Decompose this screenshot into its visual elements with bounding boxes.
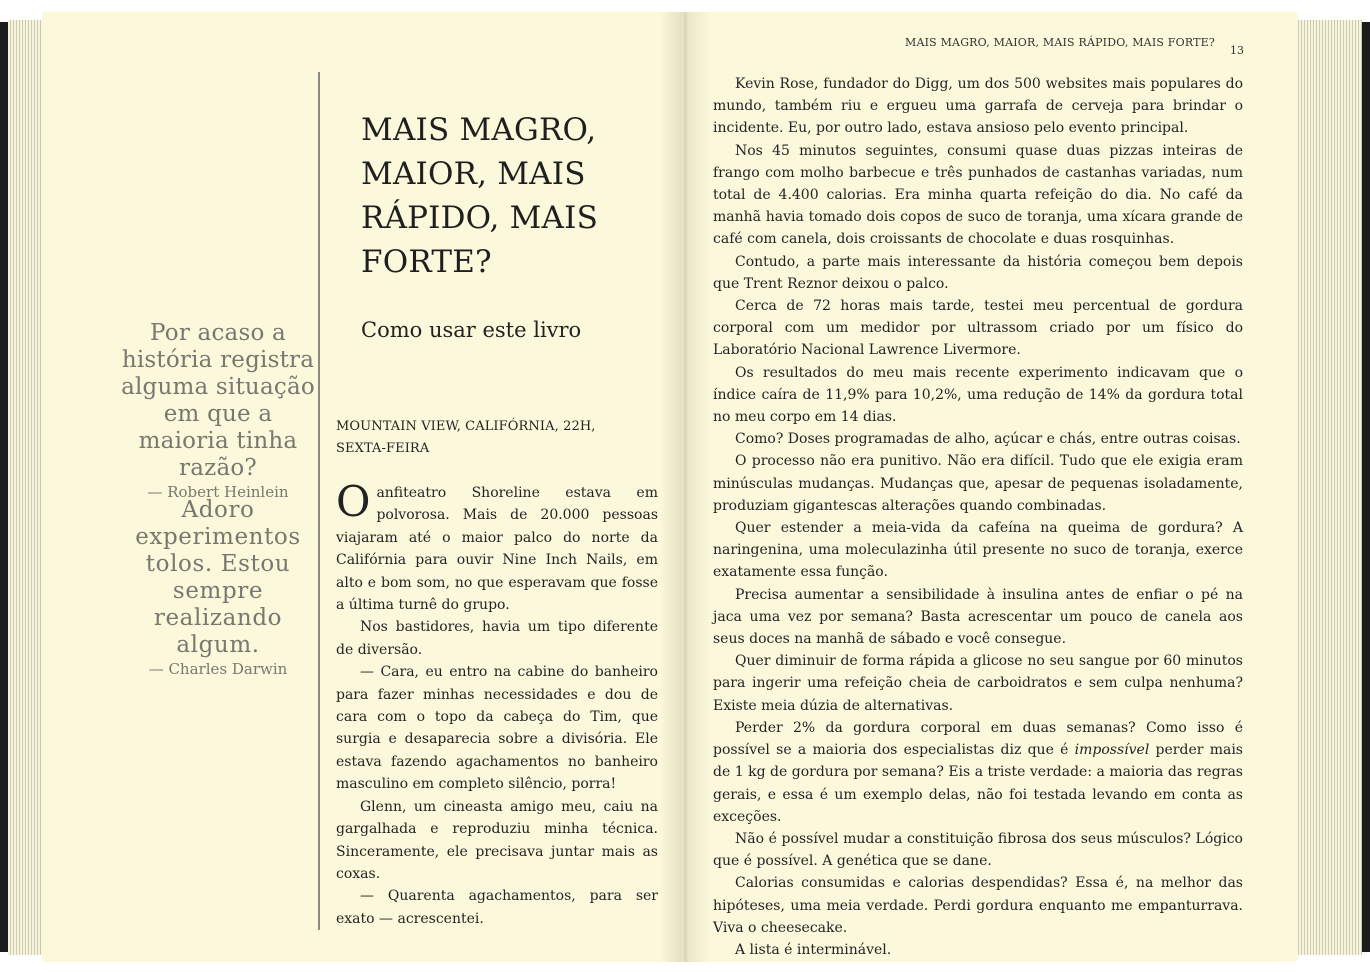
paragraph: Glenn, um cineasta amigo meu, caiu na gargalhada e reproduziu minha técnica. Sinceramente, ele precisava juntar mais as coxas.: [336, 798, 658, 882]
drop-cap: O: [336, 477, 371, 526]
paragraph: Contudo, a parte mais interessante da história começou bem depois que Trent Reznor deixou o palco.: [713, 253, 1243, 292]
right-book-edge: [1362, 22, 1370, 952]
book-gutter: [660, 12, 710, 962]
epigraph-quote: Adoro experimentos tolos. Estou sempre realizando algum.: [135, 497, 301, 658]
paragraph: Kevin Rose, fundador do Digg, um dos 500 websites mais populares do mundo, também riu e ergueu uma garrafa de cerveja para brindar o incidente. Eu, por outro lado, estava ansioso pelo evento principal.: [713, 76, 1243, 137]
paragraph: [713, 717, 1243, 828]
dateline-line-1: MOUNTAIN VIEW, CALIFÓRNIA, 22H,: [336, 419, 596, 434]
chapter-title: MAIS MAGRO, MAIOR, MAIS RÁPIDO, MAIS FORTE?: [361, 112, 599, 280]
epigraph-darwin: [120, 497, 316, 680]
left-book-edge: [0, 22, 8, 952]
paragraph: — Cara, eu entro na cabine do banheiro para fazer minhas necessidades e dou de cara com o topo da cabeça do Tim, que surgia e desaparecia sobre a divisória. Ele estava fazendo agachamentos no banheiro masculino em completo silêncio, porra!: [336, 664, 658, 793]
right-page-stack: [1290, 20, 1362, 955]
chapter-subtitle: Como usar este livro: [361, 318, 582, 342]
paragraph: Quer estender a meia-vida da cafeína na queima de gordura? A naringenina, uma moleculazinha útil presente no suco de toranja, exerce exatamente essa função.: [713, 520, 1243, 581]
paragraph: Como? Doses programadas de alho, açúcar e chás, entre outras coisas.: [735, 431, 1241, 448]
paragraph-text: perder mais de 1 kg de gordura por semana? Eis a triste verdade: a maioria das regras gerais, e essa é um exemplo delas, não foi testada levando em conta as exceções.: [713, 742, 1243, 825]
paragraph: Cerca de 72 horas mais tarde, testei meu percentual de gordura corporal com um medidor por ultrassom criado por um físico do Laboratório Nacional Lawrence Livermore.: [713, 298, 1243, 359]
page-number: 13: [1230, 44, 1244, 57]
left-body-text: [336, 477, 658, 930]
paragraph: A lista é interminável.: [735, 941, 892, 958]
paragraph: — Quarenta agachamentos, para ser exato — acrescentei.: [336, 888, 658, 927]
left-page-stack: [8, 20, 42, 955]
paragraph: [336, 477, 658, 616]
paragraph: Nos 45 minutos seguintes, consumi quase duas pizzas inteiras de frango com molho barbecue e três punhados de castanhas variadas, num total de 4.400 calorias. Era minha quarta refeição do dia. No café da manhã havia tomado dois copos de suco de toranja, uma xícara grande de café com canela, dois croissants de chocolate e duas rosquinhas.: [713, 142, 1243, 248]
epigraph-quote: Por acaso a história registra alguma situação em que a maioria tinha razão?: [121, 320, 315, 481]
italic-word: impossível: [1074, 742, 1150, 759]
paragraph-text: anfiteatro Shoreline estava em polvorosa. Mais de 20.000 pessoas viajaram até o maior palco do norte da Califórnia para ouvir Nine Inch Nails, em alto e bom som, no que esperavam que fosse a última turnê do grupo.: [336, 485, 658, 614]
right-body-text: [713, 73, 1243, 961]
paragraph: O processo não era punitivo. Não era difícil. Tudo que ele exigia eram minúsculas mudanças. Mudanças que, apesar de pequenas isoladamente, produziam gigantescas alterações quando combinadas.: [713, 453, 1243, 514]
dateline-line-2: SEXTA-FEIRA: [336, 441, 430, 456]
paragraph: Nos bastidores, havia um tipo diferente de diversão.: [336, 619, 658, 658]
epigraph-author: — Charles Darwin: [148, 660, 288, 678]
paragraph: Precisa aumentar a sensibilidade à insulina antes de enfiar o pé na jaca uma vez por semana? Basta acrescentar um pouco de canela aos seus doces na manhã de sábado e você consegue.: [713, 586, 1243, 648]
paragraph: Os resultados do meu mais recente experimento indicavam que o índice caíra de 11,9% para 10,2%, uma redução de 14% da gordura total no meu corpo em 14 dias.: [713, 364, 1243, 426]
paragraph: Calorias consumidas e calorias despendidas? Essa é, na melhor das hipóteses, uma meia verdade. Perdi gordura enquanto me empanturrava. Viva o cheesecake.: [713, 875, 1243, 936]
dateline: [336, 416, 636, 460]
paragraph: Quer diminuir de forma rápida a glicose no seu sangue por 60 minutos para ingerir uma refeição cheia de carboidratos e sem culpa nenhuma? Existe meia dúzia de alternativas.: [713, 653, 1243, 714]
epigraph-heinlein: [120, 320, 316, 503]
epigraph-author: — Robert Heinlein: [147, 483, 289, 501]
running-head: MAIS MAGRO, MAIOR, MAIS RÁPIDO, MAIS FORTE?: [905, 36, 1216, 49]
paragraph-text: Perder 2% da gordura corporal em duas semanas? Como isso é possível se a maioria dos especialistas diz que é: [713, 719, 1243, 759]
paragraph: Não é possível mudar a constituição fibrosa dos seus músculos? Lógico que é possível. A genética que se dane.: [713, 830, 1243, 870]
vertical-rule: [318, 72, 320, 930]
